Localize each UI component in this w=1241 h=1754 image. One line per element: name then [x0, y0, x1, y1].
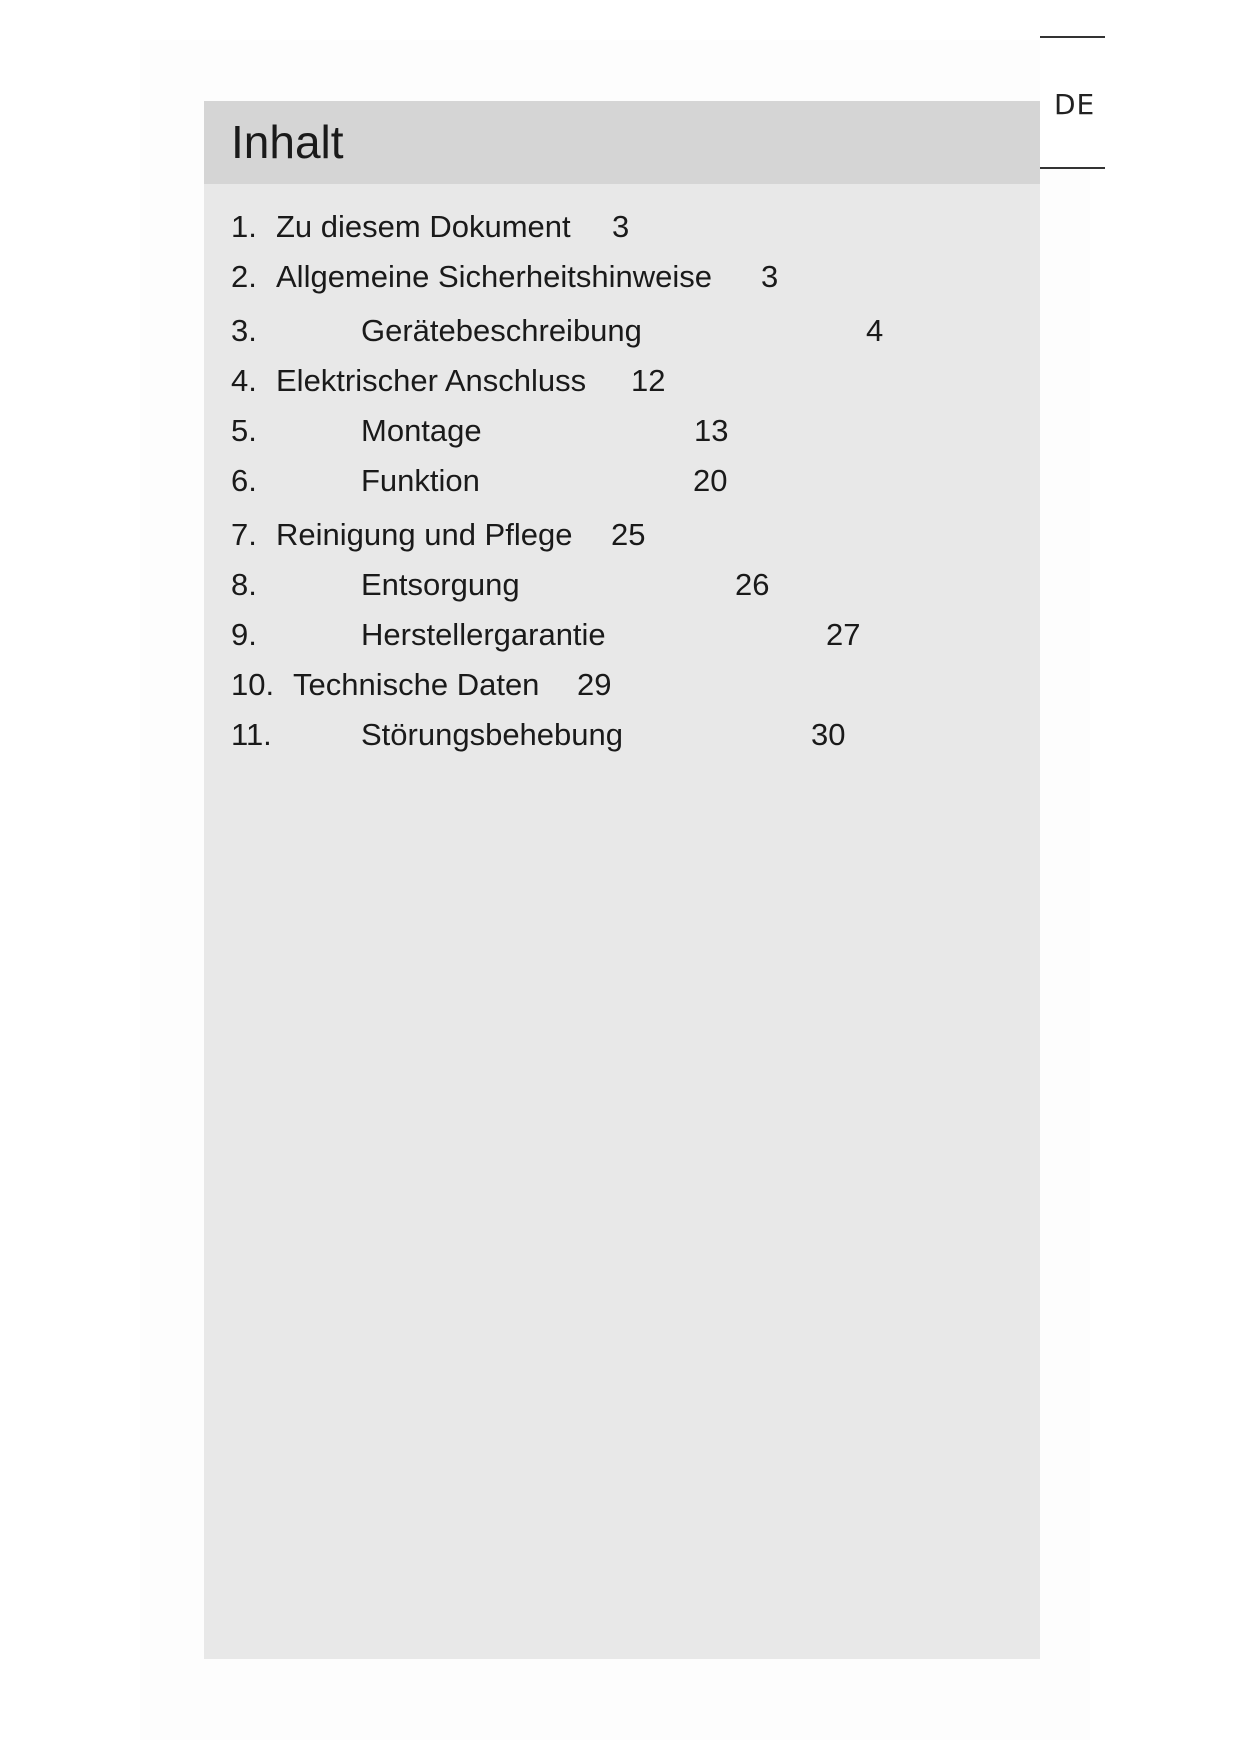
- toc-item-label: Funktion: [361, 463, 480, 498]
- language-tab: [1040, 36, 1105, 169]
- toc-item-page: 4: [866, 313, 884, 348]
- toc-item-label: Störungsbehebung: [361, 717, 624, 752]
- toc-item-page: 20: [693, 463, 728, 498]
- toc-item-page: 30: [811, 717, 846, 752]
- toc-item-page: 13: [694, 413, 729, 448]
- toc-item-number: 11.: [231, 717, 272, 752]
- toc-item-number: 1.: [231, 209, 257, 244]
- toc-item-label: Entsorgung: [361, 567, 520, 602]
- toc-item-page: 27: [826, 617, 861, 652]
- toc-item-number: 4.: [231, 363, 257, 398]
- toc-item-page: 26: [735, 567, 770, 602]
- toc-item-number: 9.: [231, 617, 257, 652]
- toc-item-page: 12: [631, 363, 666, 398]
- toc-item-label: Allgemeine Sicherheitshinweise: [276, 259, 712, 294]
- toc-item-number: 5.: [231, 413, 257, 448]
- toc-item-number: 10.: [231, 667, 275, 702]
- toc-item-label: Zu diesem Dokument: [276, 209, 571, 244]
- toc-item-page: 25: [611, 517, 646, 552]
- toc-item-number: 6.: [231, 463, 257, 498]
- toc-item-number: 8.: [231, 567, 257, 602]
- toc-item-label: Montage: [361, 413, 482, 448]
- toc-item-number: 2.: [231, 259, 257, 294]
- toc-header: [204, 101, 1040, 184]
- toc-item-page: 3: [761, 259, 779, 294]
- toc-item-label: Elektrischer Anschluss: [276, 363, 587, 398]
- toc-item-label: Gerätebeschreibung: [361, 313, 642, 348]
- toc-item-page: 3: [612, 209, 630, 244]
- table-of-contents: [204, 101, 1040, 1659]
- toc-item-number: 3.: [231, 313, 257, 348]
- toc-item-number: 7.: [231, 517, 257, 552]
- toc-item-label: Reinigung und Pflege: [276, 517, 573, 552]
- language-tab-label: DE: [1054, 88, 1096, 121]
- toc-title: Inhalt: [231, 116, 344, 168]
- toc-item-label: Technische Daten: [293, 667, 540, 702]
- toc-item-page: 29: [577, 667, 612, 702]
- toc-item-label: Herstellergarantie: [361, 617, 606, 652]
